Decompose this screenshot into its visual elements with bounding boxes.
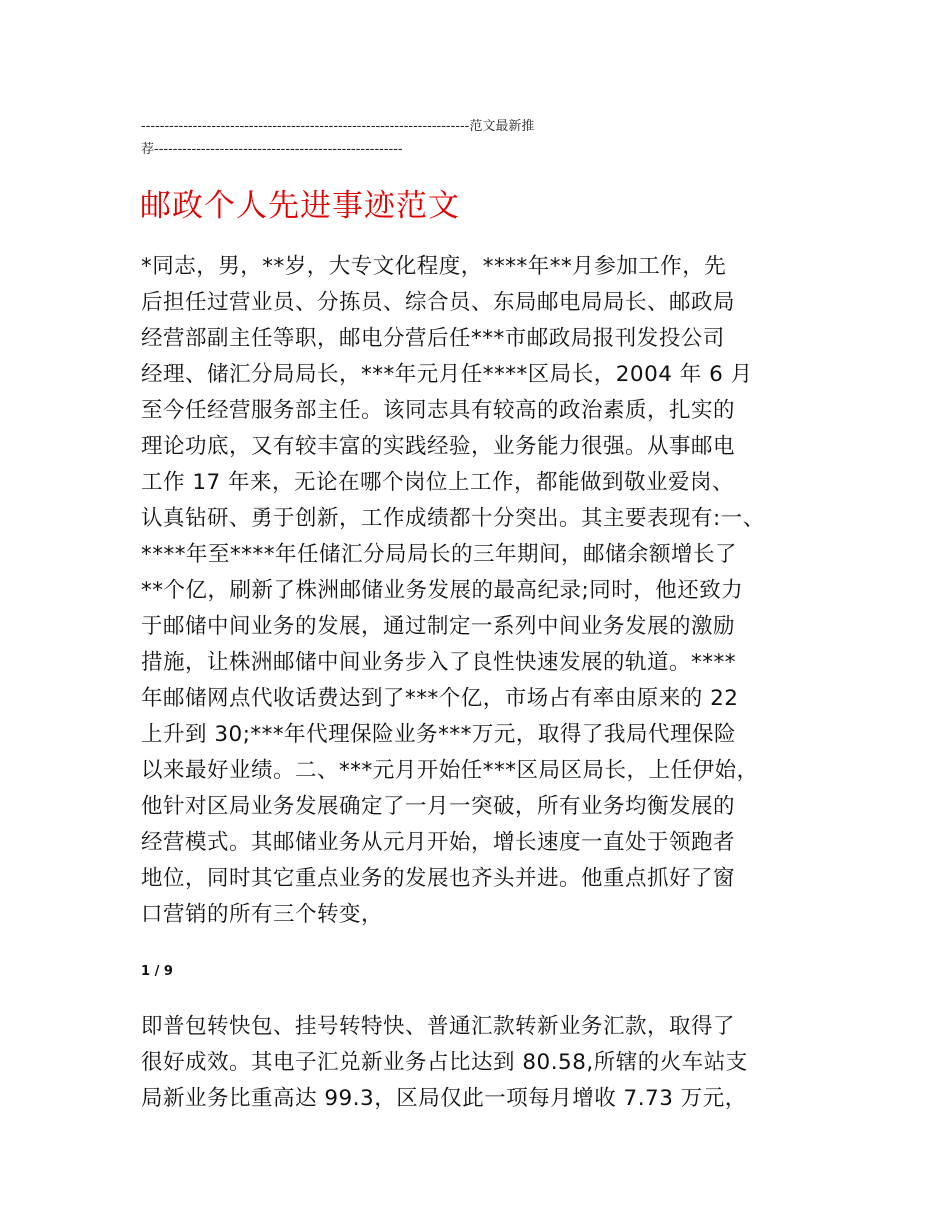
body-line: 理论功底，又有较丰富的实践经验，业务能力很强。从事邮电 (141, 434, 736, 459)
body-line: 局新业务比重高达 99.3，区局仅此一项每月增收 7.73 万元， (141, 1086, 747, 1111)
body-line: 措施，让株洲邮储中间业务步入了良性快速发展的轨道。**** (141, 650, 737, 675)
body-line: 上升到 30;***年代理保险业务***万元，取得了我局代理保险 (141, 722, 736, 747)
body-line: 经营部副主任等职，邮电分营后任***市邮政局报刊发投公司 (141, 326, 725, 351)
body-line: **个亿，刷新了株洲邮储业务发展的最高纪录;同时，他还致力 (141, 578, 744, 603)
body-line: 很好成效。其电子汇兑新业务占比达到 80.58,所辖的火车站支 (141, 1050, 748, 1075)
body-line: 年邮储网点代收话费达到了***个亿，市场占有率由原来的 22 (141, 686, 739, 711)
body-line: 经营模式。其邮储业务从元月开始，增长速度一直处于领跑者 (141, 830, 736, 855)
body-line: 他针对区局业务发展确定了一月一突破，所有业务均衡发展的 (141, 794, 736, 819)
body-line: 认真钻研、勇于创新，工作成绩都十分突出。其主要表现有:一、 (141, 506, 765, 531)
body-line: 经理、储汇分局局长，***年元月任****区局长，2004 年 6 月 (141, 362, 753, 387)
document-title: 邮政个人先进事迹范文 (140, 188, 460, 224)
header-recommend-line-2: 荐----------------------------------------------------- (141, 142, 403, 157)
body-line: *同志，男，**岁，大专文化程度，****年**月参加工作，先 (141, 254, 727, 279)
body-line: 以来最好业绩。二、***元月开始任***区局区局长，上任伊始， (141, 758, 759, 783)
header-recommend-line-1: ----------------------------------------------------------------------范文最新推 (141, 119, 535, 134)
body-line: 后担任过营业员、分拣员、综合员、东局邮电局局长、邮政局 (141, 290, 736, 315)
body-line: 即普包转快包、挂号转特快、普通汇款转新业务汇款，取得了 (141, 1014, 736, 1039)
body-line: 至今任经营服务部主任。该同志具有较高的政治素质，扎实的 (141, 398, 736, 423)
page-number: 1 / 9 (141, 964, 173, 979)
body-line: 工作 17 年来，无论在哪个岗位上工作，都能做到敬业爱岗、 (141, 470, 735, 495)
body-line: ****年至****年任储汇分局局长的三年期间，邮储余额增长了 (141, 542, 738, 567)
body-line: 地位，同时其它重点业务的发展也齐头并进。他重点抓好了窗 (141, 866, 736, 891)
body-line: 口营销的所有三个转变， (141, 902, 384, 927)
body-line: 于邮储中间业务的发展，通过制定一系列中间业务发展的激励 (141, 614, 736, 639)
